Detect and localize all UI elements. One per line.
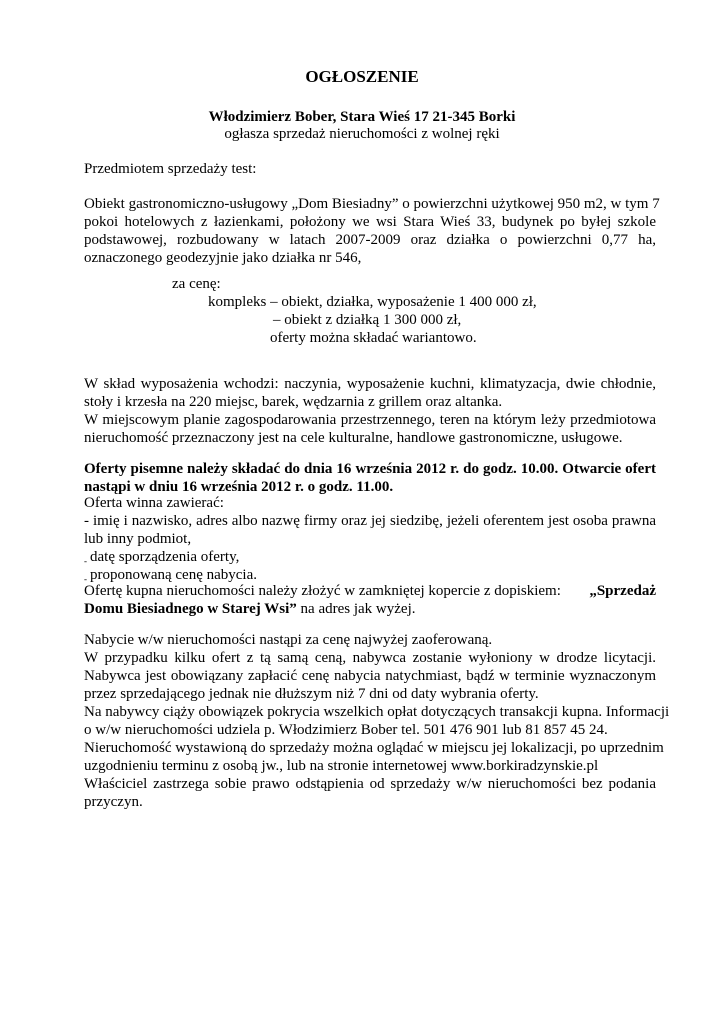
price-object-plot: – obiekt z działką 1 300 000 zł,	[273, 312, 462, 328]
final-line: uzgodnieniu terminu z osobą jw., lub na stronie internetowej www.borkiradzynskie.pl	[84, 758, 599, 774]
announcement-subtitle: ogłasza sprzedaż nieruchomości z wolnej ręki	[224, 126, 500, 142]
final-line: Nieruchomość wystawioną do sprzedaży można oglądać w miejscu jej lokalizacji, po uprzednim	[84, 740, 664, 756]
bullet-dash: -	[84, 574, 87, 584]
bullet-dash: -	[84, 556, 87, 566]
envelope-instructions-line	[84, 582, 656, 600]
document-title: OGŁOSZENIE	[305, 67, 419, 86]
deadline-line: Oferty pisemne należy składać do dnia 16 września 2012 r. do godz. 10.00. Otwarcie ofert	[84, 461, 656, 477]
sale-subject-label: Przedmiotem sprzedaży test:	[84, 161, 257, 177]
price-label: za cenę:	[172, 276, 221, 292]
final-line: Nabycie w/w nieruchomości nastąpi za cenę najwyżej zaoferowaną.	[84, 632, 493, 648]
offer-item-name-address-cont: lub inny podmiot,	[84, 531, 192, 547]
zoning-line: nieruchomość przeznaczony jest na cele kulturalne, handlowe gastronomiczne, usługowe.	[84, 430, 623, 446]
price-variant-note: oferty można składać wariantowo.	[270, 330, 477, 346]
price-complex: kompleks – obiekt, działka, wyposażenie 1 400 000 zł,	[208, 294, 537, 310]
description-line: Obiekt gastronomiczno-usługowy „Dom Biesiadny” o powierzchni użytkowej 950 m2, w tym 7	[84, 196, 660, 212]
equipment-line: W skład wyposażenia wchodzi: naczynia, wyposażenie kuchni, klimatyzacja, dwie chłodnie,	[84, 376, 656, 392]
final-line: o w/w nieruchomości udziela p. Włodzimierz Bober tel. 501 476 901 lub 81 857 45 24.	[84, 722, 608, 738]
final-line: Na nabywcy ciąży obowiązek pokrycia wszelkich opłat dotyczących transakcji kupna. Informacji	[84, 704, 670, 720]
deadline-line: nastąpi w dniu 16 września 2012 r. o godz. 11.00.	[84, 479, 394, 495]
final-line: W przypadku kilku ofert z tą samą ceną, nabywca zostanie wyłoniony w drodze licytacji.	[84, 650, 656, 666]
offer-contents-heading: Oferta winna zawierać:	[84, 495, 224, 511]
announcer-name-address: Włodzimierz Bober, Stara Wieś 17 21-345 Borki	[208, 109, 516, 125]
offer-item-name-address: - imię i nazwisko, adres albo nazwę firmy oraz jej siedzibę, jeżeli oferentem jest osoba prawna	[84, 513, 656, 529]
envelope-address-note: na adres jak wyżej.	[296, 601, 416, 617]
equipment-line: stoły i krzesła na 220 miejsc, barek, wędzarnia z grillem oraz altanka.	[84, 394, 503, 410]
description-line: oznaczonego geodezyjnie jako działka nr 546,	[84, 250, 362, 266]
envelope-text: Ofertę kupna nieruchomości należy złożyć w zamkniętej kopercie z dopiskiem:	[84, 583, 561, 599]
description-line: podstawowej, rozbudowany w latach 2007-2009 oraz działka o powierzchni 0,77 ha,	[84, 232, 656, 248]
final-line: Nabywca jest obowiązany zapłacić cenę nabycia natychmiast, bądź w terminie wyznaczonym	[84, 668, 656, 684]
description-line: pokoi hotelowych z łazienkami, położony we wsi Stara Wieś 33, budynek po byłej szkole	[84, 214, 656, 230]
zoning-line: W miejscowym planie zagospodarowania przestrzennego, teren na którym leży przedmiotowa	[84, 412, 656, 428]
final-line: Właściciel zastrzega sobie prawo odstąpienia od sprzedaży w/w nieruchomości bez podania	[84, 776, 656, 792]
final-line: przyczyn.	[84, 794, 143, 810]
offer-item-date-text: datę sporządzenia oferty,	[90, 549, 240, 565]
envelope-label-end: Domu Biesiadnego w Starej Wsi”	[84, 601, 297, 617]
offer-item-price-text: proponowaną cenę nabycia.	[90, 567, 258, 583]
envelope-instructions-line-2	[84, 600, 656, 618]
final-line: przez sprzedającego jednak nie dłuższym niż 7 dni od daty wybrania oferty.	[84, 686, 539, 702]
envelope-label-start: „Sprzedaż	[589, 583, 656, 599]
